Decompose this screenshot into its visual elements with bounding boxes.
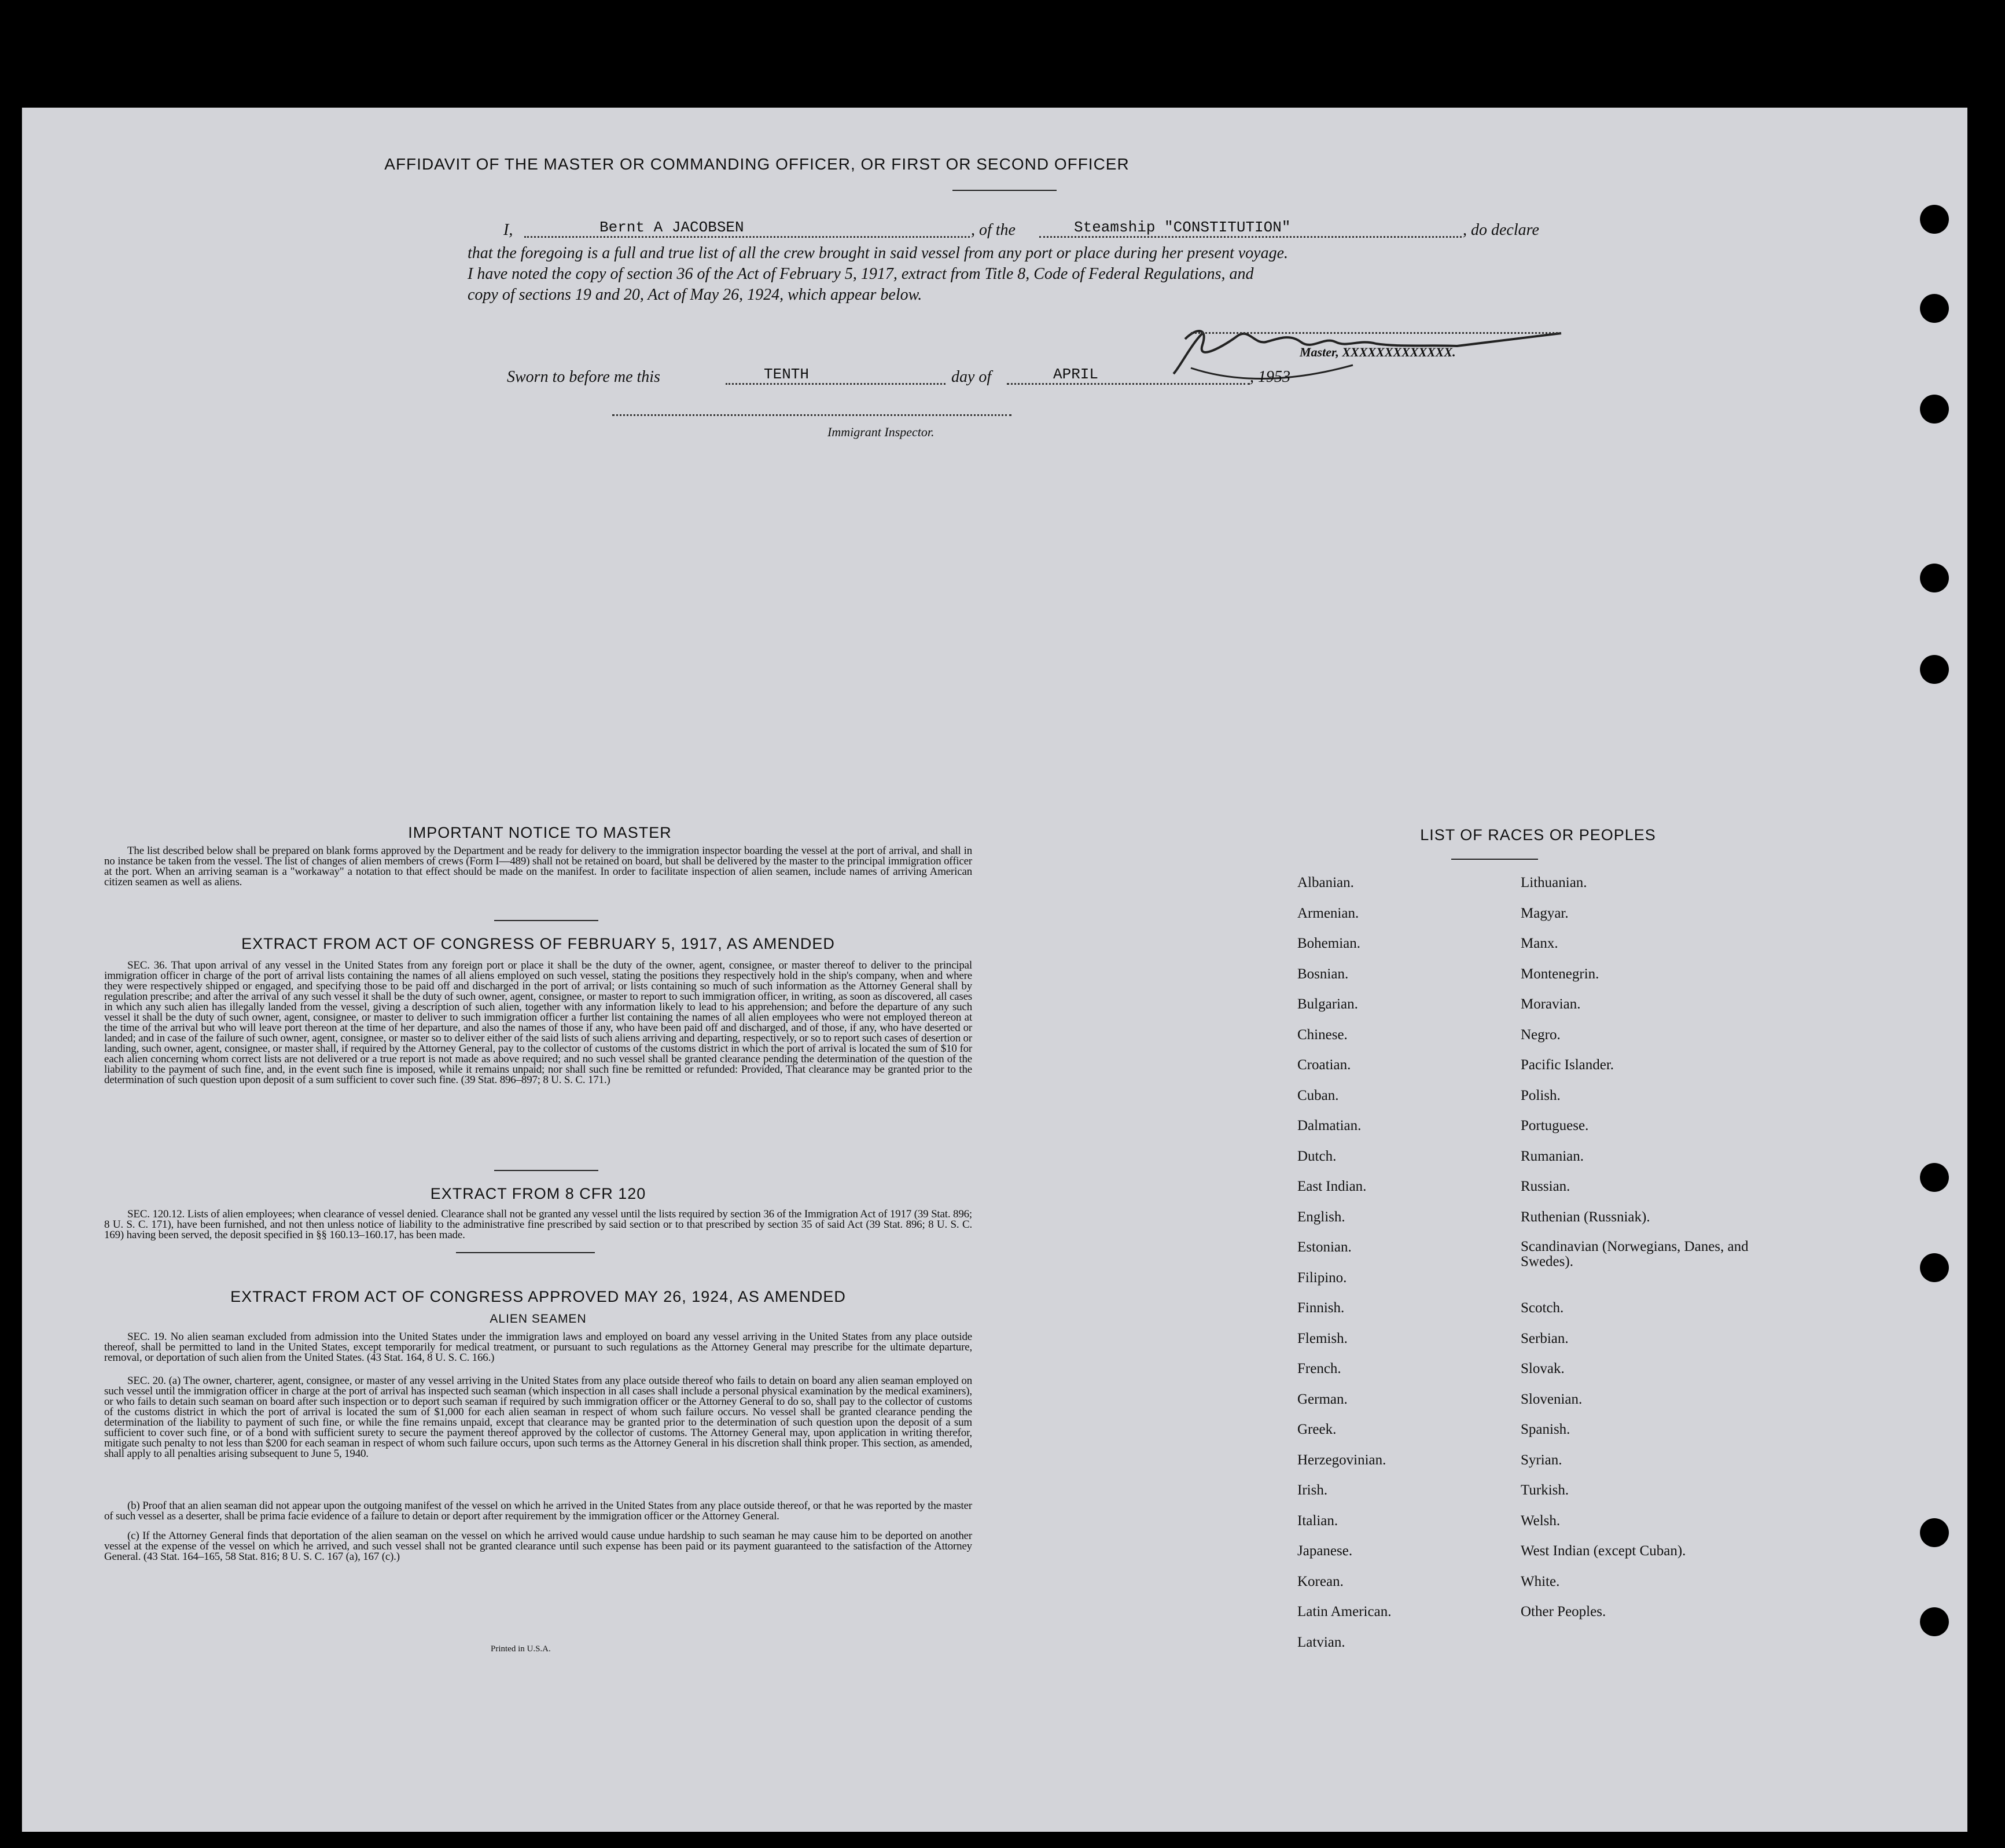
notice-divider (494, 920, 598, 921)
of-the-text: , of the (971, 221, 1016, 239)
inspector-label: Immigrant Inspector. (827, 425, 935, 439)
punch-hole (1920, 1518, 1949, 1547)
declare-text: , do declare (1463, 221, 1539, 239)
race-item: Filipino. (1297, 1269, 1347, 1286)
punch-hole (1920, 564, 1949, 592)
race-item: Magyar. (1521, 905, 1569, 921)
race-item: Rumanian. (1521, 1148, 1584, 1164)
race-item-spacer (1521, 1270, 1764, 1301)
race-item: Slovak. (1521, 1361, 1565, 1376)
race-item: West Indian (except Cuban). (1521, 1543, 1686, 1559)
race-item: Turkish. (1521, 1482, 1569, 1498)
printed-in-usa: Printed in U.S.A. (491, 1644, 551, 1654)
race-item: Manx. (1521, 936, 1558, 951)
race-item: Armenian. (1297, 905, 1359, 921)
race-item: Croatian. (1297, 1057, 1351, 1073)
alien-seamen-subheading: ALIEN SEAMEN (490, 1312, 587, 1326)
punch-hole (1920, 1253, 1949, 1282)
extract-1924-heading: EXTRACT FROM ACT OF CONGRESS APPROVED MAY 26, 1924, AS AMENDED (230, 1288, 846, 1305)
signature-line (1191, 326, 1561, 334)
day-of-text: day of (951, 368, 992, 386)
punch-hole (1920, 1607, 1949, 1636)
sworn-month-field (1007, 366, 1250, 385)
sec-19-body: SEC. 19. No alien seaman excluded from admission into the United States under the immigration laws and employed on board any vessel arriving in the United States from any place outside thereof, shall be permitted to land in the United States, except temporarily for medical treatment, or pursuant to such regulations as the Attorney General may prescribe for the ultimate departure, removal, or deportation of such alien from the United States. (43 Stat. 164, 8 U. S. C. 166.) (104, 1331, 972, 1364)
extract-1917-heading: EXTRACT FROM ACT OF CONGRESS OF FEBRUARY 5, 1917, AS AMENDED (241, 935, 835, 952)
extract-1917-divider (494, 1170, 598, 1171)
extract-cfr-heading: EXTRACT FROM 8 CFR 120 (430, 1185, 646, 1202)
year-text: , 1953 (1250, 368, 1290, 386)
race-item: Herzegovinian. (1297, 1452, 1386, 1468)
punch-hole (1920, 1163, 1949, 1192)
race-item: Irish. (1297, 1482, 1328, 1498)
race-item: Spanish. (1521, 1422, 1570, 1437)
affidavit-line-4: copy of sections 19 and 20, Act of May 26, 1924, which appear below. (468, 286, 922, 304)
extract-cfr-body: SEC. 120.12. Lists of alien employees; when clearance of vessel denied. Clearance shall not be granted any vessel until the lists required by section 36 of the Immigration Act of 1917 (39 Stat. 896; 8 U. S. C. 171), have been furnished, and not then unless notice of liability to the administrative fine prescribed by said section or to that prescribed by section 35 of said Act (39 Stat. 896; 8 U. S. C. 169) having been served, the deposit specified in §§ 160.13–160.17, has been made. (104, 1208, 972, 1241)
race-item: Chinese. (1297, 1026, 1348, 1043)
race-item: Portuguese. (1521, 1118, 1589, 1133)
master-name-field (524, 219, 970, 238)
race-item: Welsh. (1521, 1512, 1561, 1529)
master-label: Master, XXXXXXXXXXXXX. (1300, 345, 1456, 359)
notice-heading: IMPORTANT NOTICE TO MASTER (408, 824, 672, 841)
race-item: French. (1297, 1361, 1341, 1376)
extract-1917-body: SEC. 36. That upon arrival of any vessel in the United States from any foreign port or place it shall be the duty of the owner, agent, consignee, or master thereof to deliver to the principal immigration officer in charge of the port of arrival lists containing the names of all aliens employed on such vessel, stating the positions they respectively hold in the ship's company, when and where they were respectively shipped or engaged, and specifying those to be paid off and discharged in the port of arrival; or lists containing so much of such information as the Attorney General shall by regulation prescribe; and after the arrival of any such vessel it shall be the duty of such owner, agent, consignee, or master to report to such immigration officer, in writing, as soon as discovered, all cases in which any such alien has illegally landed from the vessel, giving a description of such alien, together with any information likely to lead to his apprehension; and before the departure of any such vessel it shall be the duty of such owner, agent, consignee, or master to deliver to such immigration officer a further list containing the names of all alien employees who were not employed thereon at the time of the arrival but who will leave port thereon at the time of her departure, and also the names of those if any, who have been paid off and discharged, and of those, if any, who have deserted or landed; and in case of the failure of such owner, agent, consignee, or master so to deliver either of the said lists of such aliens arriving and departing, respectively, or so to report such cases of desertion or landing, such owner, agent, consignee, or master shall, if required by the Attorney General, pay to the collector of customs of the customs district in which the port of arrival is located the sum of $10 for each alien concerning whom correct lists are not delivered or a true report is not made as above required; and no such vessel shall be granted clearance pending the determination of the question of the liability to the payment of such fine, and, in the event such fine is imposed, while it remains unpaid; nor shall such fine be remitted or refunded: Provided, That clearance may be granted prior to the determination of such question upon deposit of a sum sufficient to cover such fine. (39 Stat. 896–897; 8 U. S. C. 171.) (104, 959, 972, 1086)
race-item: Finnish. (1297, 1300, 1345, 1316)
title-divider (952, 190, 1057, 191)
affidavit-line-3: I have noted the copy of section 36 of the Act of February 5, 1917, extract from Title 8, Code of Federal Regulations, and (468, 265, 1254, 283)
race-item: Bulgarian. (1297, 996, 1358, 1012)
race-item: Bosnian. (1297, 966, 1349, 982)
punch-hole (1920, 205, 1949, 234)
vessel-value: Steamship "CONSTITUTION" (1074, 219, 1291, 236)
race-item: Serbian. (1521, 1330, 1569, 1346)
sec-20a-body: SEC. 20. (a) The owner, charterer, agent, consignee, or master of any vessel arriving in the United States from any place outside thereof who fails to detain on board any alien seaman employed on such vessel until the immigration officer in charge at the port of arrival has inspected such seaman (which inspection in all cases shall include a personal physical examination by the medical examiners), or who fails to detain such seaman on board after such inspection or to deport such seaman if required by such immigration officer or the Attorney General to do so, shall pay to the collector of customs of the customs district in which the port of arrival is located the sum of $1,000 for each alien seaman in respect of whom such failure occurs. No vessel shall be granted clearance pending the determination of the liability to payment of such fine, or while the fine remains unpaid, except that clearance may be granted prior to the determination of such question upon the deposit of a sum sufficient to cover such fine, or of a bond with sufficient surety to secure the payment thereof approved by the collector of customs. The Attorney General may, upon application in writing therefor, mitigate such penalty to not less than $200 for each seaman in respect of whom such failure occurs, upon such terms as the Attorney General in his discretion shall think proper. This section, as amended, shall apply to all penalties arising subsequent to June 5, 1940. (104, 1375, 972, 1460)
race-item: Other Peoples. (1521, 1604, 1606, 1619)
extract-cfr-divider (456, 1252, 595, 1253)
sworn-prefix: Sworn to before me this (507, 368, 660, 386)
sec-20b-body: (b) Proof that an alien seaman did not appear upon the outgoing manifest of the vessel on which he arrived in the United States from any place outside thereof, or that he was reported by the master of such vessel as a deserter, shall be prima facie evidence of a failure to detain or deport after requirement by the immigration officer or the Attorney General. (104, 1500, 972, 1522)
pronoun-text: I, (503, 221, 513, 239)
sec-20c-body: (c) If the Attorney General finds that deportation of the alien seaman on the vessel on which he arrived would cause undue hardship to such seaman he may cause him to be deported on another vessel at the expense of the vessel on which he arrived, and such vessel shall not be granted clearance until such expense has been paid or its payment guaranteed to the satisfaction of the Attorney General. (43 Stat. 164–165, 58 Stat. 816; 8 U. S. C. 167 (a), 167 (c).) (104, 1530, 972, 1563)
races-right-column (1521, 875, 1764, 1635)
race-item: Scandinavian (Norwegians, Danes, and Swedes). (1521, 1239, 1749, 1269)
race-item: Greek. (1297, 1422, 1337, 1437)
race-item: Russian. (1521, 1179, 1570, 1194)
race-item: Montenegrin. (1521, 966, 1599, 982)
races-left-column (1297, 875, 1506, 1665)
race-item: German. (1297, 1391, 1348, 1407)
notice-body: The list described below shall be prepared on blank forms approved by the Department and be ready for delivery to the immigration inspector boarding the vessel at the port of arrival, and shall in no instance be taken from the vessel. The list of changes of alien members of crews (Form I—489) shall not be retained on board, but shall be delivered by the master to the principal immigration officer at the port. When an arriving seaman is a "workaway" a notation to that effect should be made on the manifest. In order to facilitate inspection of alien seamen, include names of arriving American citizen seamen as well as aliens. (104, 845, 972, 888)
vessel-field (1039, 219, 1462, 238)
race-item: Latin American. (1297, 1604, 1392, 1619)
sworn-month-value: APRIL (1053, 366, 1099, 383)
inspector-line (612, 408, 1011, 416)
race-item: Dalmatian. (1297, 1118, 1362, 1133)
affidavit-title: AFFIDAVIT OF THE MASTER OR COMMANDING OFFICER, OR FIRST OR SECOND OFFICER (384, 155, 1130, 173)
races-heading: LIST OF RACES OR PEOPLES (1420, 826, 1656, 844)
sworn-day-value: TENTH (764, 366, 810, 383)
punch-hole (1920, 395, 1949, 424)
race-item: Ruthenian (Russniak). (1521, 1209, 1650, 1225)
races-divider (1451, 859, 1538, 860)
race-item: Syrian. (1521, 1452, 1562, 1468)
race-item: Bohemian. (1297, 936, 1361, 951)
race-item: Cuban. (1297, 1087, 1339, 1103)
race-item: Korean. (1297, 1573, 1344, 1589)
race-item: Pacific Islander. (1521, 1057, 1614, 1073)
race-item: Estonian. (1297, 1239, 1352, 1255)
race-item: Italian. (1297, 1512, 1338, 1529)
punch-hole (1920, 294, 1949, 323)
sworn-day-field (726, 366, 946, 385)
affidavit-line-2: that the foregoing is a full and true list of all the crew brought in said vessel from any port or place during her present voyage. (468, 244, 1289, 262)
race-item: Dutch. (1297, 1148, 1337, 1164)
race-item: English. (1297, 1209, 1345, 1225)
race-item: Latvian. (1297, 1634, 1345, 1650)
race-item: Japanese. (1297, 1543, 1353, 1559)
race-item: Polish. (1521, 1087, 1561, 1103)
race-item: Scotch. (1521, 1300, 1564, 1316)
race-item: Flemish. (1297, 1330, 1348, 1346)
document-page (22, 108, 1967, 1832)
race-item: Albanian. (1297, 875, 1354, 890)
race-item: White. (1521, 1573, 1560, 1589)
race-item: Slovenian. (1521, 1391, 1583, 1407)
race-item: Negro. (1521, 1026, 1561, 1043)
race-item: Lithuanian. (1521, 875, 1587, 890)
punch-hole (1920, 655, 1949, 684)
race-item: East Indian. (1297, 1179, 1367, 1194)
race-item: Moravian. (1521, 996, 1581, 1012)
master-name-value: Bernt A JACOBSEN (599, 219, 744, 236)
